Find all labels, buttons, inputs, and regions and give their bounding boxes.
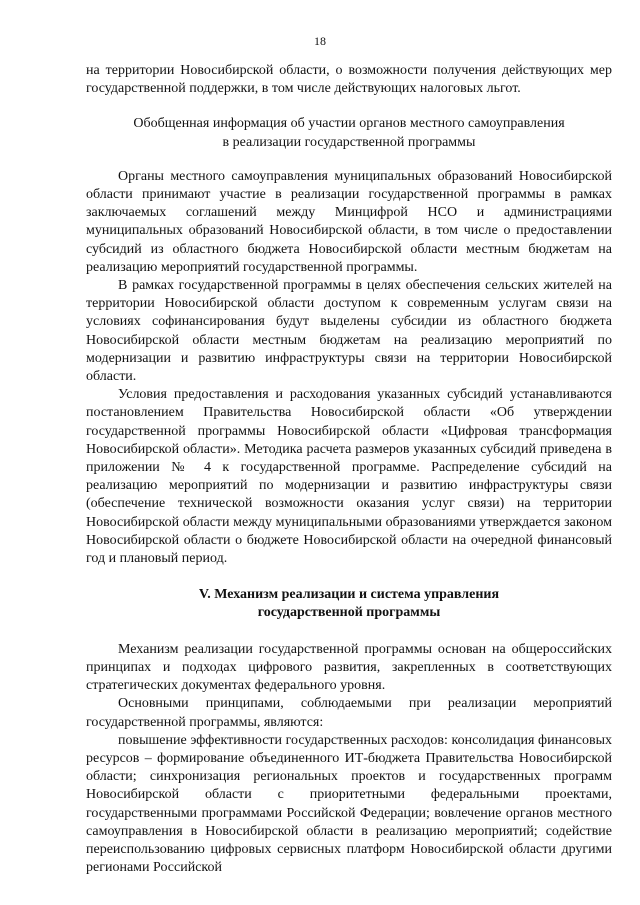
section-v-heading <box>86 586 612 622</box>
section-info-heading-line-1: Обобщенная информация об участии органов местного самоуправления <box>133 116 565 132</box>
section-v-heading-line-2: государственной программы <box>257 605 441 621</box>
mechanism-paragraph-3: повышение эффективности государственных расходов: консолидация финансовых ресурсов – формирование объединенного ИТ-бюджета Правительства Новосибирской области; синхронизация региональных проектов и государственных программ Новосибирской области с приоритетными федеральными проектами, государственными программами Российской Федерации; вовлечение органов местного самоуправления в Новосибирской области в реализацию мероприятий; содействие переиспользованию цифровых сервисных платформ Новосибирской области другими регионами Российской <box>86 732 612 876</box>
page-content <box>86 62 612 877</box>
mechanism-paragraph-1: Механизм реализации государственной программы основан на общероссийских принципах и подходах цифрового развития, закрепленных в соответствующих стратегических документах федерального уровня. <box>86 641 612 694</box>
section-info-heading <box>86 115 612 151</box>
section-v-heading-line-1: V. Механизм реализации и система управления <box>198 587 500 603</box>
info-paragraph-3: Условия предоставления и расходования указанных субсидий устанавливаются постановлением Правительства Новосибирской области «Об утверждении государственной программы Новосибирской области «Цифровая трансформация Новосибирской области». Методика расчета размеров указанных субсидий приведена в приложении № 4 к государственной программе. Распределение субсидий на реализацию мероприятий по модернизации и развитию инфраструктуры связи (обеспечение технической возможности оказания услуг связи) на территории Новосибирской области между муниципальными образованиями утверждается законом Новосибирской области о бюджете Новосибирской области на очередной финансовый год и плановый период. <box>86 387 612 567</box>
page-number: 18 <box>314 34 326 48</box>
section-info-heading-line-2: в реализации государственной программы <box>222 134 476 150</box>
info-paragraph-1: Органы местного самоуправления муниципальных образований Новосибирской области принимают участие в реализации государственной программы в рамках заключаемых соглашений между Минцифрой НСО и администрациями муниципальных образований Новосибирской области, в том числе о предоставлении субсидий из областного бюджета Новосибирской области местным бюджетам на реализацию мероприятий государственной программы. <box>86 168 612 275</box>
info-paragraph-2: В рамках государственной программы в целях обеспечения сельских жителей на территории Новосибирской области доступом к современным услугам связи на условиях софинансирования будут выделены субсидии из областного бюджета Новосибирской области местным бюджетам на реализацию мероприятий по модернизации и развитию инфраструктуры связи на территории Новосибирской области. <box>86 278 612 385</box>
intro-paragraph: на территории Новосибирской области, о возможности получения действующих мер государственной поддержки, в том числе действующих налоговых льгот. <box>86 63 612 97</box>
mechanism-paragraph-2: Основными принципами, соблюдаемыми при реализации мероприятий государственной программы, являются: <box>86 696 612 730</box>
